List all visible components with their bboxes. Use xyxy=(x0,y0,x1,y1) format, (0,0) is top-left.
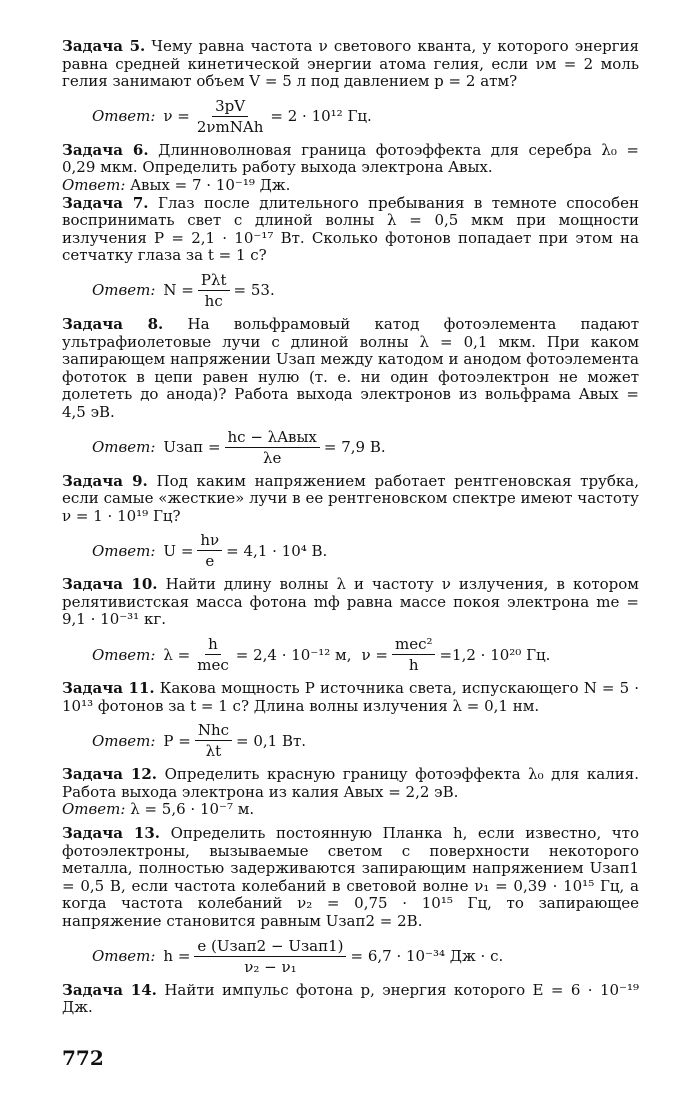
fraction-denominator: h xyxy=(408,656,419,675)
problem-title: Задача 8. xyxy=(62,314,164,333)
fraction-denominator: λe xyxy=(263,448,282,467)
problem-title: Задача 11. xyxy=(62,679,155,698)
problem-title: Задача 5. xyxy=(62,37,146,55)
formula-lhs: N = xyxy=(163,281,194,300)
problem-text: Определить постоянную Планка h, если известно, что фотоэлектроны, вызываемые светом с поверхности некоторого металла, полностью задерживаются запирающим напряжением Uзап1 = 0,5 В, если частота колебаний в световой волне ν₁ = 0,39 · 10¹⁵ Гц, а когда частота колебаний ν₂ = 0,75 · 10¹⁵ Гц, то запирающее напряжение становится равным Uзап2 = 2В. xyxy=(62,824,639,930)
formula-lhs: h = xyxy=(163,947,191,966)
fraction-denominator: mеc xyxy=(197,656,229,675)
answer-label: Ответ: xyxy=(62,800,126,819)
answer-label: Ответ: xyxy=(92,281,156,300)
problem-11 xyxy=(62,680,639,715)
fraction-numerator: 3pV xyxy=(212,97,248,117)
formula-rhs: = 7,9 В. xyxy=(323,438,386,456)
answer-label: Ответ: xyxy=(92,438,156,456)
formula-rhs: = 2 · 10¹² Гц. xyxy=(270,107,372,126)
answer-12 xyxy=(62,801,639,819)
fraction-2 xyxy=(392,635,436,674)
formula-rhs: = 4,1 · 10⁴ В. xyxy=(226,541,328,560)
fraction-denominator: e xyxy=(205,552,215,571)
problem-title: Задача 9. xyxy=(62,471,148,490)
problem-title: Задача 13. xyxy=(62,824,161,843)
problem-14 xyxy=(62,982,639,1017)
formula-lhs: P = xyxy=(163,731,191,750)
answer-text: λ = 5,6 · 10⁻⁷ м. xyxy=(130,800,255,819)
answer-label: Ответ: xyxy=(62,175,126,194)
answer-label: Ответ: xyxy=(92,645,156,664)
answer-label: Ответ: xyxy=(92,541,156,560)
problem-text: Определить красную границу фотоэффекта λ₀ для калия. Работа выхода электрона из калия Aвых = 2,2 эВ. xyxy=(62,765,639,801)
fraction xyxy=(194,635,232,674)
problem-text: Найти импульс фотона p, энергия которого E = 6 · 10⁻¹⁹ Дж. xyxy=(62,980,639,1017)
fraction-denominator: hc xyxy=(204,291,223,310)
answer-label: Ответ: xyxy=(92,947,156,966)
formula-lhs: λ = xyxy=(163,645,191,664)
problem-text: На вольфрамовый катод фотоэлемента падают ультрафиолетовые лучи с длиной волны λ = 0,1 мкм. При каком запирающем напряжении Uзап между катодом и анодом фотоэлемента фототок в цепи равен нулю (т. е. ни один фотоэлектрон не может долететь до анода)? Работа выхода электронов из вольфрама Aвых = 4,5 эВ. xyxy=(62,314,639,421)
formula-lhs-2: ν = xyxy=(361,645,388,664)
problem-text: Длинноволновая граница фотоэффекта для серебра λ₀ = 0,29 мкм. Определить работу выхода электрона Aвых. xyxy=(62,140,639,177)
fraction-numerator: hc − λAвых xyxy=(225,428,320,448)
answer-formula-11 xyxy=(92,721,639,760)
fraction xyxy=(197,531,222,570)
answer-formula-10 xyxy=(92,635,639,674)
problem-title: Задача 12. xyxy=(62,765,158,784)
problem-text: Глаз после длительного пребывания в темноте способен воспринимать свет с длиной волны λ = 0,5 мкм при мощности излучения P = 2,1 · 10⁻¹⁷ Вт. Сколько фотонов попадает при этом на сетчатку глаза за t = 1 с? xyxy=(62,193,639,265)
answer-text: Aвых = 7 · 10⁻¹⁹ Дж. xyxy=(130,175,291,194)
answer-label: Ответ: xyxy=(92,731,156,750)
answer-6 xyxy=(62,177,639,195)
formula-rhs: = 6,7 · 10⁻³⁴ Дж · с. xyxy=(350,947,504,966)
fraction-numerator: Nhc xyxy=(195,721,232,741)
formula-lhs: U = xyxy=(163,541,194,560)
answer-formula-7 xyxy=(92,271,639,310)
formula-rhs: = 0,1 Вт. xyxy=(236,731,307,750)
problem-7 xyxy=(62,195,639,265)
problem-13 xyxy=(62,825,639,931)
fraction-numerator: h xyxy=(205,635,221,655)
problem-9 xyxy=(62,473,639,526)
fraction xyxy=(194,97,267,136)
formula-rhs-2: =1,2 · 10²⁰ Гц. xyxy=(439,645,551,664)
problem-8 xyxy=(62,316,639,422)
fraction-denominator: ν₂ − ν₁ xyxy=(244,957,297,976)
fraction xyxy=(194,937,346,976)
problem-title: Задача 14. xyxy=(62,980,157,999)
problem-10 xyxy=(62,576,639,629)
problem-12 xyxy=(62,766,639,801)
fraction-numerator: mеc² xyxy=(392,635,436,655)
problem-title: Задача 7. xyxy=(62,193,149,212)
formula-lhs: ν = xyxy=(163,107,190,126)
problem-text: Какова мощность P источника света, испускающего N = 5 · 10¹³ фотонов за t = 1 с? Длина волны излучения λ = 0,1 нм. xyxy=(62,679,639,715)
fraction xyxy=(198,271,230,310)
answer-formula-5 xyxy=(92,97,639,136)
problem-6 xyxy=(62,142,639,177)
answer-formula-13 xyxy=(92,937,639,976)
fraction xyxy=(225,428,320,467)
problem-title: Задача 10. xyxy=(62,575,158,594)
fraction-denominator: 2νmNAh xyxy=(196,117,264,136)
formula-lhs: Uзап = xyxy=(163,438,221,456)
formula-rhs: = 53. xyxy=(233,281,275,300)
answer-formula-8 xyxy=(92,428,639,467)
page-number: 772 xyxy=(62,1046,104,1070)
fraction-denominator: λt xyxy=(205,742,222,761)
fraction xyxy=(195,721,232,760)
problem-text: Под каким напряжением работает рентгеновская трубка, если самые «жесткие» лучи в ее рентгеновском спектре имеют частоту ν = 1 · 10¹⁹ Гц? xyxy=(62,471,639,525)
formula-rhs: = 2,4 · 10⁻¹² м, xyxy=(235,645,352,664)
problem-5 xyxy=(62,38,639,91)
fraction-numerator: Pλt xyxy=(198,271,230,291)
problem-text: Чему равна частота ν светового кванта, у которого энергия равна средней кинетической энергии атома гелия, если νм = 2 моль гелия занимают объем V = 5 л под давлением p = 2 атм? xyxy=(62,37,639,91)
answer-label: Ответ: xyxy=(92,107,156,126)
problem-text: Найти длину волны λ и частоту ν излучения, в котором релятивистская масса фотона mф равна массе покоя электрона mе = 9,1 · 10⁻³¹ кг. xyxy=(62,575,639,629)
answer-formula-9 xyxy=(92,531,639,570)
problem-title: Задача 6. xyxy=(62,140,149,159)
fraction-numerator: e (Uзап2 − Uзап1) xyxy=(194,937,346,957)
fraction-numerator: hν xyxy=(197,531,222,551)
